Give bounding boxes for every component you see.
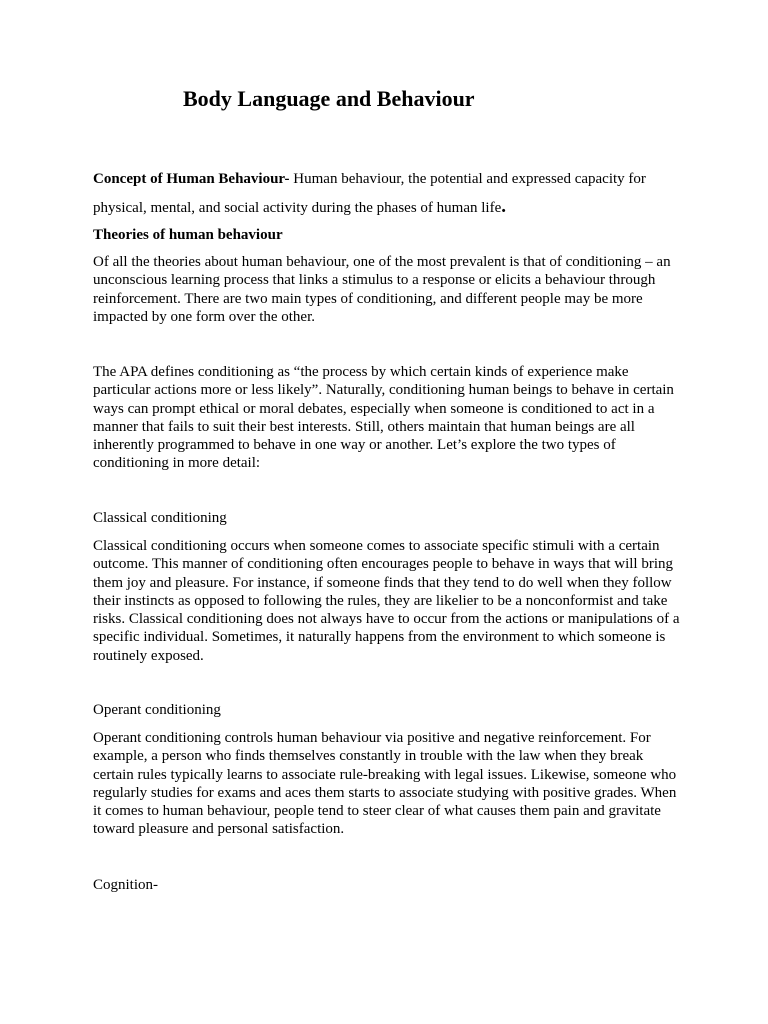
conditioning-paragraph: Of all the theories about human behaviour, one of the most prevalent is that of conditioning – an unconscious learning process that links a stimulus to a response or elicits a behaviour through reinforcement. There are two main types of conditioning, and different people may be more impacted by one form over the other. [93, 254, 671, 325]
concept-end: . [501, 196, 506, 217]
apa-paragraph: The APA defines conditioning as “the process by which certain kinds of experience make particular actions more or less likely”. Naturally, conditioning human beings to behave in certain ways can prompt ethical or moral debates, especially when someone is conditioned to act in a manner that fails to suit their best interests. Still, others maintain that human beings are all inherently programmed to behave in one way or another. Let’s explore the two types of conditioning in more detail: [93, 364, 674, 472]
page-title: Body Language and Behaviour [183, 86, 475, 111]
classical-heading: Classical conditioning [93, 510, 227, 526]
concept-text: Human behaviour, the potential and expressed capacity for physical, mental, and social activity during the phases of human life [93, 171, 646, 216]
concept-dash: - [284, 171, 294, 187]
concept-paragraph [93, 166, 683, 222]
concept-lead: Concept of Human Behaviour [93, 171, 285, 187]
operant-paragraph: Operant conditioning controls human behaviour via positive and negative reinforcement. For example, a person who finds themselves constantly in trouble with the law when they break certain rules typically learns to associate rule-breaking with legal issues. Likewise, someone who regularly studies for exams and aces them starts to associate studying with positive grades. When it comes to human behaviour, people tend to steer clear of what causes them pain and gravitate toward pleasure and personal satisfaction. [93, 730, 677, 838]
classical-paragraph: Classical conditioning occurs when someone comes to associate specific stimuli with a certain outcome. This manner of conditioning often encourages people to behave in ways that will bring them joy and pleasure. For instance, if someone finds that they tend to do well when they follow their instincts as opposed to following the rules, they are likelier to be a nonconformist and take risks. Classical conditioning does not always have to occur from the actions or manipulations of a specific individual. Sometimes, it naturally happens from the environment to which someone is routinely exposed. [93, 538, 680, 664]
cognition-heading: Cognition- [93, 877, 159, 893]
operant-heading: Operant conditioning [93, 702, 221, 718]
theories-heading: Theories of human behaviour [93, 227, 283, 243]
